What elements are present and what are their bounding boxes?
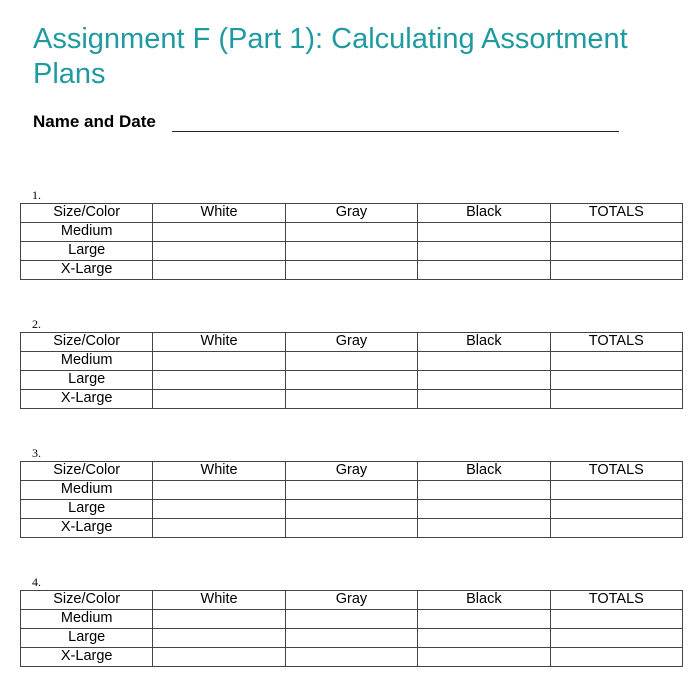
cell-input[interactable]	[285, 390, 417, 409]
cell-input[interactable]	[418, 629, 550, 648]
cell-input[interactable]	[285, 371, 417, 390]
cell-input[interactable]	[550, 261, 682, 280]
header-gray: Gray	[285, 591, 417, 610]
header-white: White	[153, 462, 285, 481]
name-and-date-label: Name and Date	[33, 112, 156, 131]
header-totals: TOTALS	[550, 591, 682, 610]
row-label-large: Large	[21, 500, 153, 519]
header-white: White	[153, 204, 285, 223]
cell-input[interactable]	[550, 481, 682, 500]
cell-input[interactable]	[285, 223, 417, 242]
table-row	[21, 500, 683, 519]
table-row	[21, 223, 683, 242]
cell-input[interactable]	[418, 500, 550, 519]
cell-input[interactable]	[153, 648, 285, 667]
cell-input[interactable]	[153, 500, 285, 519]
table-row	[21, 261, 683, 280]
cell-input[interactable]	[550, 648, 682, 667]
table-row	[21, 242, 683, 261]
row-label-medium: Medium	[21, 352, 153, 371]
cell-input[interactable]	[418, 261, 550, 280]
cell-input[interactable]	[153, 242, 285, 261]
cell-input[interactable]	[153, 261, 285, 280]
cell-input[interactable]	[418, 242, 550, 261]
assortment-table	[20, 332, 683, 409]
cell-input[interactable]	[418, 352, 550, 371]
header-totals: TOTALS	[550, 333, 682, 352]
table-number: 2.	[32, 317, 41, 331]
name-and-date-field[interactable]	[33, 112, 156, 132]
row-label-large: Large	[21, 629, 153, 648]
row-label-x-large: X-Large	[21, 261, 153, 280]
cell-input[interactable]	[550, 629, 682, 648]
table-row	[21, 629, 683, 648]
table-header-row	[21, 462, 683, 481]
header-white: White	[153, 591, 285, 610]
cell-input[interactable]	[418, 481, 550, 500]
header-black: Black	[418, 591, 550, 610]
cell-input[interactable]	[153, 519, 285, 538]
cell-input[interactable]	[153, 481, 285, 500]
table-row	[21, 352, 683, 371]
cell-input[interactable]	[550, 610, 682, 629]
cell-input[interactable]	[153, 352, 285, 371]
cell-input[interactable]	[153, 371, 285, 390]
table-header-row	[21, 204, 683, 223]
cell-input[interactable]	[285, 610, 417, 629]
assortment-table	[20, 461, 683, 538]
header-size-color: Size/Color	[21, 204, 153, 223]
header-size-color: Size/Color	[21, 591, 153, 610]
header-gray: Gray	[285, 462, 417, 481]
header-black: Black	[418, 204, 550, 223]
cell-input[interactable]	[285, 629, 417, 648]
header-totals: TOTALS	[550, 462, 682, 481]
table-row	[21, 519, 683, 538]
cell-input[interactable]	[285, 519, 417, 538]
table-number: 1.	[32, 188, 41, 202]
cell-input[interactable]	[550, 500, 682, 519]
name-and-date-underline[interactable]	[172, 131, 619, 132]
cell-input[interactable]	[418, 223, 550, 242]
header-white: White	[153, 333, 285, 352]
cell-input[interactable]	[550, 352, 682, 371]
table-row	[21, 390, 683, 409]
assortment-table	[20, 590, 683, 667]
cell-input[interactable]	[285, 481, 417, 500]
cell-input[interactable]	[153, 629, 285, 648]
header-size-color: Size/Color	[21, 333, 153, 352]
cell-input[interactable]	[418, 390, 550, 409]
row-label-x-large: X-Large	[21, 648, 153, 667]
cell-input[interactable]	[285, 352, 417, 371]
page-title: Assignment F (Part 1): Calculating Assortment Plans	[33, 23, 628, 90]
table-header-row	[21, 591, 683, 610]
cell-input[interactable]	[418, 610, 550, 629]
row-label-large: Large	[21, 242, 153, 261]
row-label-medium: Medium	[21, 223, 153, 242]
cell-input[interactable]	[153, 390, 285, 409]
cell-input[interactable]	[550, 519, 682, 538]
cell-input[interactable]	[550, 242, 682, 261]
cell-input[interactable]	[285, 648, 417, 667]
row-label-medium: Medium	[21, 481, 153, 500]
header-gray: Gray	[285, 204, 417, 223]
row-label-x-large: X-Large	[21, 519, 153, 538]
cell-input[interactable]	[153, 610, 285, 629]
cell-input[interactable]	[550, 223, 682, 242]
header-size-color: Size/Color	[21, 462, 153, 481]
header-black: Black	[418, 333, 550, 352]
table-row	[21, 648, 683, 667]
cell-input[interactable]	[285, 500, 417, 519]
row-label-x-large: X-Large	[21, 390, 153, 409]
table-row	[21, 371, 683, 390]
table-number: 4.	[32, 575, 41, 589]
row-label-medium: Medium	[21, 610, 153, 629]
cell-input[interactable]	[550, 371, 682, 390]
cell-input[interactable]	[285, 261, 417, 280]
header-gray: Gray	[285, 333, 417, 352]
table-row	[21, 481, 683, 500]
table-number: 3.	[32, 446, 41, 460]
table-row	[21, 610, 683, 629]
cell-input[interactable]	[285, 242, 417, 261]
cell-input[interactable]	[153, 223, 285, 242]
row-label-large: Large	[21, 371, 153, 390]
header-totals: TOTALS	[550, 204, 682, 223]
cell-input[interactable]	[550, 390, 682, 409]
assortment-table	[20, 203, 683, 280]
cell-input[interactable]	[418, 648, 550, 667]
cell-input[interactable]	[418, 519, 550, 538]
header-black: Black	[418, 462, 550, 481]
cell-input[interactable]	[418, 371, 550, 390]
table-header-row	[21, 333, 683, 352]
